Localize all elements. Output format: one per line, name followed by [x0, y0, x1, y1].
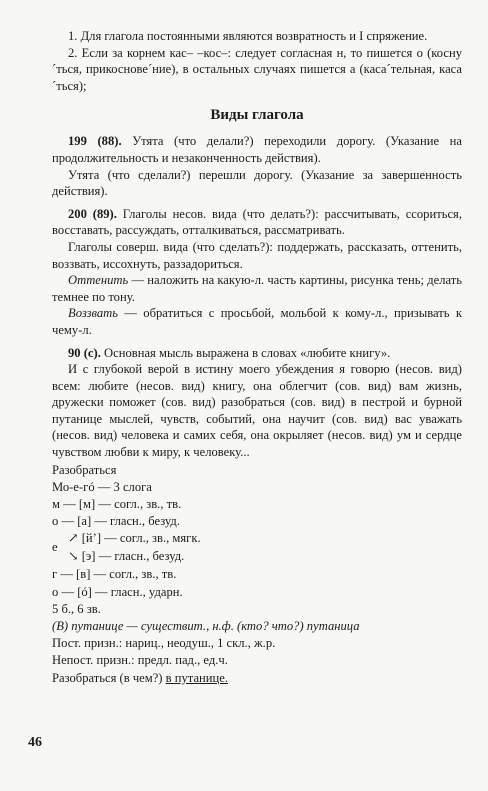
- exercise-199-text-2: Утята (что сделали?) перешли дорогу. (Указание за завершенность действия).: [52, 167, 462, 199]
- page-number: 46: [28, 735, 42, 750]
- analysis-e-letter: е: [52, 540, 58, 555]
- definition-2: [52, 305, 462, 338]
- definition-1-text: — наложить на какую-л. часть картины, рисунка тень; делать темнее по тону.: [52, 273, 462, 304]
- exercise-199: [52, 133, 462, 166]
- textbook-page: [52, 28, 462, 687]
- analysis-g: г — [в] — согл., зв., тв.: [52, 567, 177, 582]
- analysis-count: 5 б., 6 зв.: [52, 601, 101, 616]
- analysis-morph-4-a: Разобраться (в чем?): [52, 670, 166, 685]
- section-title: Виды глагола: [210, 107, 304, 124]
- definition-2-text: — обратиться с просьбой, мольбой к кому-л., призывать к чему-л.: [52, 306, 462, 337]
- exercise-90: [52, 345, 462, 362]
- definition-2-word: Воззвать: [68, 306, 118, 321]
- definition-1-word: Оттенить: [68, 273, 129, 288]
- word-analysis: [52, 462, 462, 687]
- analysis-e-block: [52, 530, 462, 566]
- exercise-200-number: 200 (89).: [68, 206, 117, 221]
- analysis-e2: ↘ [э] — гласн., безуд.: [68, 549, 185, 564]
- analysis-morph-4: [52, 670, 462, 687]
- note-1: 1. Для глагола постоянными являются возвратность и I спряжение.: [68, 29, 428, 43]
- definition-1: [52, 272, 462, 305]
- analysis-m: м — [м] — согл., зв., тв.: [52, 497, 182, 512]
- analysis-syllables: Мо-е-гó — 3 слога: [52, 479, 152, 494]
- analysis-morph-1: (В) путанице — существит., н.ф. (кто? что?) путаница: [52, 619, 360, 634]
- analysis-o2: о — [ó] — гласн., ударн.: [52, 584, 183, 599]
- note-2: 2. Если за корнем кас– –кос–: следует согласная н, то пишется о (косну´ться, прикоснове´ние), в остальных случаях пишется а (каса´тельная, каса´ться);: [52, 45, 462, 93]
- exercise-90-number: 90 (с).: [68, 345, 101, 360]
- analysis-morph-4-b: в путанице.: [165, 670, 228, 685]
- analysis-o1: о — [а] — гласн., безуд.: [52, 514, 180, 529]
- exercise-90-text: Основная мысль выражена в словах «любите книгу».: [104, 345, 391, 360]
- exercise-199-text: Утята (что делали?) переходили дорогу. (Указание на продолжительность и незаконченность действия).: [52, 134, 462, 165]
- analysis-morph-2: Пост. призн.: нариц., неодуш., 1 скл., ж.р.: [52, 636, 276, 651]
- exercise-199-number: 199 (88).: [68, 134, 122, 149]
- exercise-200: [52, 206, 462, 239]
- analysis-word: Разобраться: [52, 462, 117, 477]
- exercise-200-text-2: Глаголы соверш. вида (что сделать?): поддержать, рассказать, оттенить, воззвать, иссохнуть, раззадориться.: [52, 239, 462, 271]
- exercise-90-text-2: И с глубокой верой в истину моего убеждения я говорю (несов. вид) всем: любите (несов. вид) книгу, она облегчит (сов. вид) вам жизнь, дружески поможет (сов. вид) разобраться (сов. вид) в пестрой и бурной путанице мыслей, чувств, событий, она научит (сов. вид) вас уважать (несов. вид) человека и самих себя, она окрыляет (несов. вид) ум и сердце чувством любви к миру, к человеку...: [52, 362, 462, 460]
- exercise-200-text: Глаголы несов. вида (что делать?): рассчитывать, ссориться, восставать, рассуждать, отталкиваться, рассматривать.: [52, 206, 462, 238]
- analysis-morph-3: Непост. призн.: предл. пад., ед.ч.: [52, 653, 228, 668]
- analysis-e1: ↗ [й’] — согл., зв., мягк.: [68, 531, 201, 546]
